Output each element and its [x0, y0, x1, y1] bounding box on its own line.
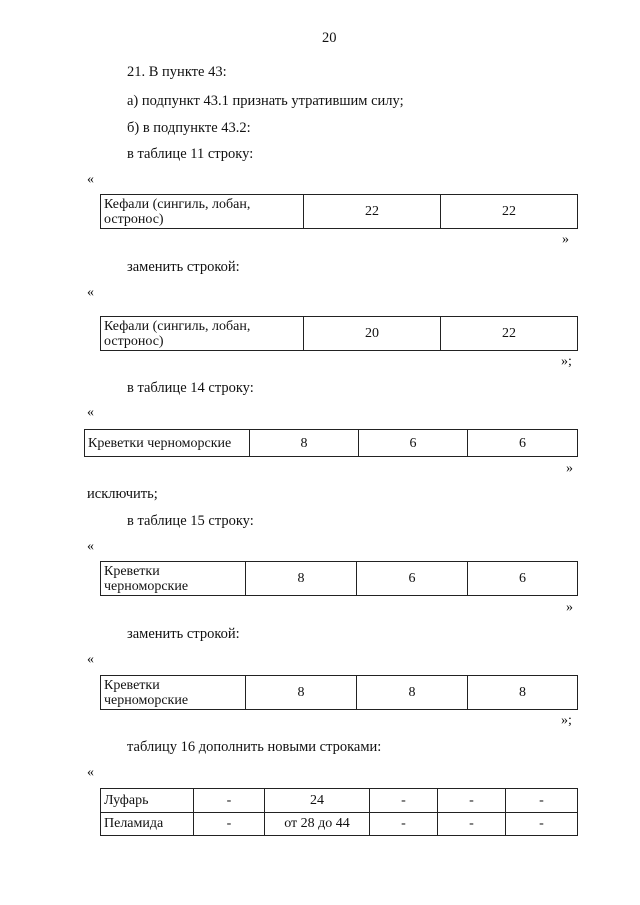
close-quote: »: [566, 461, 573, 476]
table-11-intro: в таблице 11 строку:: [127, 146, 254, 162]
value-cell: 8: [250, 430, 359, 457]
table-15-intro: в таблице 15 строку:: [127, 513, 254, 529]
table-row: [85, 430, 578, 457]
species-cell: Луфарь: [101, 789, 194, 813]
value-cell: 8: [246, 562, 357, 596]
table-row: [101, 195, 578, 229]
value-cell: от 28 до 44: [265, 812, 370, 836]
table-row: [101, 317, 578, 351]
value-cell: 22: [304, 195, 441, 229]
open-quote: «: [87, 405, 94, 420]
replace-instruction: заменить строкой:: [127, 626, 240, 642]
value-cell: 22: [441, 195, 578, 229]
close-quote: »: [562, 232, 569, 247]
close-quote-semicolon: »;: [561, 354, 572, 369]
replace-instruction: заменить строкой:: [127, 259, 240, 275]
table-row: [101, 562, 578, 596]
value-cell: 8: [357, 676, 468, 710]
species-cell: Креветки черноморские: [101, 676, 246, 710]
table-11-old-row: [100, 194, 578, 229]
value-cell: 6: [357, 562, 468, 596]
value-cell: 24: [265, 789, 370, 813]
species-cell: Пеламида: [101, 812, 194, 836]
value-cell: -: [506, 789, 578, 813]
table-15-old-row: [100, 561, 578, 596]
open-quote: «: [87, 172, 94, 187]
table-row: [101, 676, 578, 710]
value-cell: 6: [468, 562, 578, 596]
table-11-new-row: [100, 316, 578, 351]
value-cell: 22: [441, 317, 578, 351]
value-cell: 20: [304, 317, 441, 351]
page-number: 20: [322, 30, 337, 46]
open-quote: «: [87, 652, 94, 667]
value-cell: -: [194, 789, 265, 813]
exclude-instruction: исключить;: [87, 486, 158, 502]
value-cell: -: [438, 789, 506, 813]
table-16-new-rows: [100, 788, 578, 836]
species-cell: Креветки черноморские: [85, 430, 250, 457]
table-row: [101, 789, 578, 813]
value-cell: 6: [359, 430, 468, 457]
value-cell: 8: [246, 676, 357, 710]
value-cell: 8: [468, 676, 578, 710]
clause-21-heading: 21. В пункте 43:: [127, 64, 227, 80]
table-14-old-row: [84, 429, 578, 457]
table-15-new-row: [100, 675, 578, 710]
species-cell: Кефали (сингиль, лобан, остронос): [101, 195, 304, 229]
close-quote-semicolon: »;: [561, 713, 572, 728]
table-14-intro: в таблице 14 строку:: [127, 380, 254, 396]
subclause-a: а) подпункт 43.1 признать утратившим силу;: [127, 93, 404, 109]
table-16-intro: таблицу 16 дополнить новыми строками:: [127, 739, 382, 755]
value-cell: -: [194, 812, 265, 836]
value-cell: 6: [468, 430, 578, 457]
open-quote: «: [87, 765, 94, 780]
open-quote: «: [87, 285, 94, 300]
value-cell: -: [438, 812, 506, 836]
table-row: [101, 812, 578, 836]
subclause-b: б) в подпункте 43.2:: [127, 120, 251, 136]
value-cell: -: [370, 789, 438, 813]
value-cell: -: [370, 812, 438, 836]
species-cell: Кефали (сингиль, лобан, остронос): [101, 317, 304, 351]
open-quote: «: [87, 539, 94, 554]
species-cell: Креветки черноморские: [101, 562, 246, 596]
value-cell: -: [506, 812, 578, 836]
close-quote: »: [566, 600, 573, 615]
